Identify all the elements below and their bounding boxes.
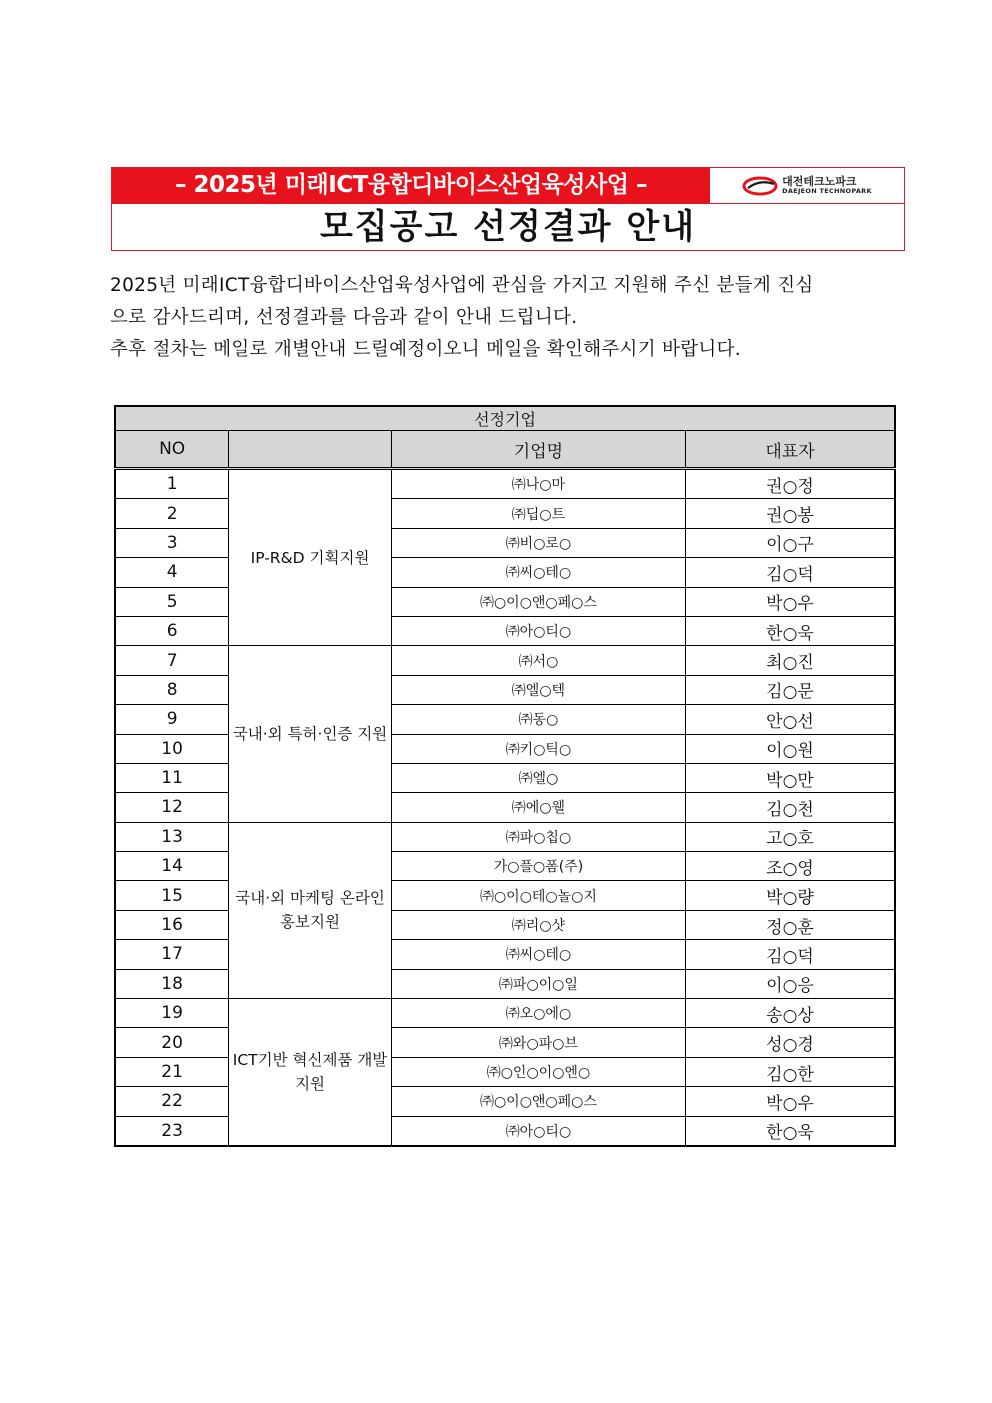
ceo-name: 송○상 bbox=[686, 999, 895, 1028]
page-title: 모집공고 선정결과 안내 bbox=[112, 203, 904, 251]
company-name: 가○플○폼(주) bbox=[391, 852, 685, 881]
ceo-name: 이○응 bbox=[686, 969, 895, 998]
company-name: ㈜씨○테○ bbox=[391, 940, 685, 969]
intro-paragraph bbox=[110, 270, 890, 366]
category-cell: 국내·외 특허·인증 지원 bbox=[229, 646, 392, 822]
ceo-name: 김○덕 bbox=[686, 940, 895, 969]
company-name: ㈜리○샷 bbox=[391, 910, 685, 939]
ceo-name: 안○선 bbox=[686, 705, 895, 734]
company-name: ㈜○이○앤○페○스 bbox=[391, 1087, 685, 1116]
announcement-header bbox=[111, 167, 905, 251]
ceo-name: 이○원 bbox=[686, 734, 895, 763]
ceo-name: 김○덕 bbox=[686, 558, 895, 587]
row-no: 13 bbox=[115, 822, 229, 851]
row-no: 23 bbox=[115, 1116, 229, 1146]
intro-line: 2025년 미래ICT융합디바이스산업육성사업에 관심을 가지고 지원해 주신 분들게 진심 bbox=[110, 275, 814, 296]
row-no: 11 bbox=[115, 763, 229, 792]
company-name: ㈜와○파○브 bbox=[391, 1028, 685, 1057]
table-row bbox=[115, 646, 895, 675]
company-name: ㈜비○로○ bbox=[391, 528, 685, 557]
header-category bbox=[229, 431, 392, 469]
row-no: 22 bbox=[115, 1087, 229, 1116]
row-no: 12 bbox=[115, 793, 229, 822]
ceo-name: 박○량 bbox=[686, 881, 895, 910]
program-banner: – 2025년 미래ICT융합디바이스산업육성사업 – bbox=[112, 168, 710, 203]
company-name: ㈜아○티○ bbox=[391, 1116, 685, 1146]
table-caption: 선정기업 bbox=[115, 406, 895, 431]
company-name: ㈜오○에○ bbox=[391, 999, 685, 1028]
company-name: ㈜아○티○ bbox=[391, 616, 685, 645]
ceo-name: 권○봉 bbox=[686, 499, 895, 528]
row-no: 2 bbox=[115, 499, 229, 528]
company-name: ㈜엘○텍 bbox=[391, 675, 685, 704]
row-no: 4 bbox=[115, 558, 229, 587]
ceo-name: 김○한 bbox=[686, 1057, 895, 1086]
company-name: ㈜파○이○일 bbox=[391, 969, 685, 998]
company-name: ㈜키○틱○ bbox=[391, 734, 685, 763]
table-row bbox=[115, 822, 895, 851]
ceo-name: 고○호 bbox=[686, 822, 895, 851]
row-no: 10 bbox=[115, 734, 229, 763]
company-name: ㈜○인○이○엔○ bbox=[391, 1057, 685, 1086]
table-row bbox=[115, 469, 895, 499]
row-no: 19 bbox=[115, 999, 229, 1028]
company-name: ㈜에○웰 bbox=[391, 793, 685, 822]
row-no: 8 bbox=[115, 675, 229, 704]
row-no: 21 bbox=[115, 1057, 229, 1086]
logo-english-text: DAEJEON TECHNOPARK bbox=[782, 187, 872, 196]
ceo-name: 박○우 bbox=[686, 587, 895, 616]
company-name: ㈜파○칩○ bbox=[391, 822, 685, 851]
category-cell: 국내·외 마케팅 온라인 홍보지원 bbox=[229, 822, 392, 998]
ceo-name: 김○문 bbox=[686, 675, 895, 704]
logo-korean-text: 대전테크노파크 bbox=[782, 175, 857, 189]
header-ceo: 대표자 bbox=[686, 431, 895, 469]
row-no: 5 bbox=[115, 587, 229, 616]
company-name: ㈜딥○트 bbox=[391, 499, 685, 528]
header-company: 기업명 bbox=[391, 431, 685, 469]
ceo-name: 박○만 bbox=[686, 763, 895, 792]
company-name: ㈜○이○테○놀○지 bbox=[391, 881, 685, 910]
row-no: 16 bbox=[115, 910, 229, 939]
company-name: ㈜엘○ bbox=[391, 763, 685, 792]
company-name: ㈜나○마 bbox=[391, 469, 685, 499]
ceo-name: 최○진 bbox=[686, 646, 895, 675]
ceo-name: 성○경 bbox=[686, 1028, 895, 1057]
ceo-name: 조○영 bbox=[686, 852, 895, 881]
row-no: 17 bbox=[115, 940, 229, 969]
ceo-name: 권○정 bbox=[686, 469, 895, 499]
company-name: ㈜○이○앤○페○스 bbox=[391, 587, 685, 616]
row-no: 15 bbox=[115, 881, 229, 910]
company-name: ㈜동○ bbox=[391, 705, 685, 734]
company-name: ㈜씨○테○ bbox=[391, 558, 685, 587]
intro-line: 으로 감사드리며, 선정결과를 다음과 같이 안내 드립니다. bbox=[110, 307, 578, 328]
daejeon-technopark-logo bbox=[710, 168, 904, 203]
ceo-name: 이○구 bbox=[686, 528, 895, 557]
category-cell: ICT기반 혁신제품 개발지원 bbox=[229, 999, 392, 1146]
selection-results-table bbox=[114, 405, 896, 1147]
company-name: ㈜서○ bbox=[391, 646, 685, 675]
ceo-name: 김○천 bbox=[686, 793, 895, 822]
ceo-name: 정○훈 bbox=[686, 910, 895, 939]
intro-line: 추후 절차는 메일로 개별안내 드릴예정이오니 메일을 확인해주시기 바랍니다. bbox=[110, 339, 741, 360]
row-no: 7 bbox=[115, 646, 229, 675]
category-cell: IP-R&D 기획지원 bbox=[229, 469, 392, 646]
row-no: 3 bbox=[115, 528, 229, 557]
table-row bbox=[115, 999, 895, 1028]
ceo-name: 박○우 bbox=[686, 1087, 895, 1116]
header-no: NO bbox=[115, 431, 229, 469]
row-no: 18 bbox=[115, 969, 229, 998]
technopark-swoosh-icon bbox=[742, 175, 778, 197]
row-no: 1 bbox=[115, 469, 229, 499]
row-no: 14 bbox=[115, 852, 229, 881]
ceo-name: 한○욱 bbox=[686, 1116, 895, 1146]
ceo-name: 한○욱 bbox=[686, 616, 895, 645]
row-no: 20 bbox=[115, 1028, 229, 1057]
row-no: 9 bbox=[115, 705, 229, 734]
row-no: 6 bbox=[115, 616, 229, 645]
